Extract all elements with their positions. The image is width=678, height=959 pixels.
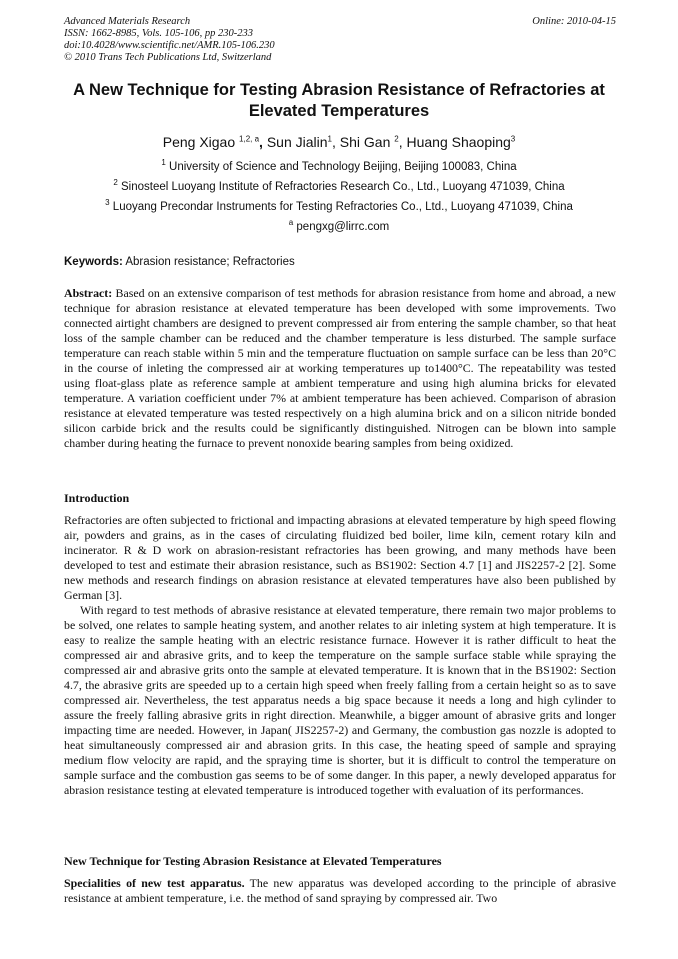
affiliation-mark: 2 [113, 178, 118, 188]
author-affil-mark: 1 [327, 134, 332, 144]
affiliation-mark: 1 [161, 158, 166, 168]
keywords-label: Keywords: [64, 256, 123, 268]
author-name: Sun Jialin [266, 134, 328, 150]
author-name: Peng Xigao [162, 134, 240, 150]
abstract-text: Based on an extensive comparison of test methods for abrasion resistance from home and abroad, a new technique for abrasion resistance at elevated temperature has been developed with some improvements. Two connected airtight chambers are designed to prevent compressed air from entering the sample chamber, so that heat loss of the sample chamber can be reduced and the chamber temperature is less disturbed. The sample surface temperature can reach stable within 5 min and the temperature fluctuation on sample surface can be less than 20°C in the course of inleting the compressed air at working temperatures up to1400°C. The repeatability was tested using float-glass plate as reference sample at ambient temperature and using high alumina bricks for elevated temperature. A variation coefficient under 7% at ambient temperature has been achieved. Comparison of abrasion resistance at elevated temperature was tested respectively on a high alumina brick and on a silicon nitride bonded silicon carbide brick and the results could be significantly distinguished. Nitrogen can be blown into sample chamber during heating the furnace to prevent nonoxide bearing samples from being oxidized. [64, 286, 616, 450]
journal-header [64, 16, 616, 64]
author-name: Shi Gan [339, 134, 395, 150]
introduction-body [64, 513, 616, 798]
subsection-label: Specialities of new test apparatus. [64, 876, 245, 890]
introduction-heading: Introduction [64, 491, 130, 505]
paper-title: A New Technique for Testing Abrasion Resistance of Refractories at Elevated Temperatures [73, 81, 605, 120]
introduction-paragraph-1: Refractories are often subjected to frictional and impacting abrasions at elevated temperature by high speed flowing air, powders and grains, as in the cases of circulating fluidized bed boiler, lime kiln, cement rotary kiln and incinerator. R & D work on abrasion-resistant refractories has been growing, and many methods have been developed to test and estimate their abrasion resistance, such as BS1902: Section 4.7 [1] and JIS2257-2 [2]. Some new methods and research findings on abrasion resistance at elevated temperatures have also been published by German [3]. [64, 513, 616, 602]
author-name: Huang Shaoping [406, 134, 511, 150]
author-affil-mark: 1,2, a [239, 134, 260, 144]
author-separator: , [331, 134, 340, 150]
online-date: Online: 2010-04-15 [532, 16, 616, 27]
affiliation-mark: a [288, 218, 294, 228]
affiliation-text: Luoyang Precondar Instruments for Testing Refractories Co., Ltd., Luoyang 471039, China [112, 201, 573, 213]
abstract-label: Abstract: [64, 286, 113, 300]
affiliation-2 [40, 180, 638, 194]
author-list [40, 133, 638, 151]
introduction-paragraph-2: With regard to test methods of abrasive resistance at elevated temperature, there remain two major problems to be solved, one relates to sample heating system, and another relates to air inleting system at high temperature. It is easy to realize the sample heating with an electric resistance furnace. However it is rather difficult to heat the compressed air and abrasive grits, and to keep the temperature on the sample surface stable while spraying the compressed air and abrasive grits onto the sample at elevated temperature. It is known that in the BS1902: Section 4.7, the abrasive grits are speeded up to a certain high speed when freely falling from a certain height so as to save compressed air. Nevertheless, the test apparatus needs a big space because it needs a long and high cylinder to assure the freely falling abrasive grits in right direction. Meanwhile, a bigger amount of abrasive grits and longer impacting time are needed. However, in Japan( JIS2257-2) and Germany, the combustion gas nozzle is adopted to heat simultaneously compressed air and abrasion grits. In this case, the heating speed of sample and spraying medium flow velocity are rapid, and the spraying time is shorter, but it is difficult to control the temperature on sample surface and the combustion gas seems to be of some danger. In this paper, a newly developed apparatus for abrasion resistance testing at elevated temperature is introduced together with evaluation of its performances. [64, 603, 616, 797]
journal-name: Advanced Materials Research [64, 16, 191, 27]
affiliation-3 [40, 200, 638, 214]
issn-line: ISSN: 1662-8985, Vols. 105-106, pp 230-233 [64, 28, 253, 39]
affiliation-mark: 3 [105, 198, 110, 208]
affiliation-text: University of Science and Technology Beijing, Beijing 100083, China [169, 161, 517, 173]
doi-line: doi:10.4028/www.scientific.net/AMR.105-106.230 [64, 40, 275, 51]
author-separator: , [259, 134, 267, 150]
abstract [64, 286, 616, 451]
author-affil-mark: 3 [510, 134, 516, 144]
author-email: pengxg@lirrc.com [296, 221, 390, 233]
section-body [64, 876, 616, 906]
keywords [64, 255, 616, 269]
copyright-line: © 2010 Trans Tech Publications Ltd, Switzerland [64, 52, 272, 63]
affiliation-email [40, 220, 638, 234]
author-affil-mark: 2 [394, 134, 399, 144]
affiliation-1 [40, 160, 638, 174]
affiliation-text: Sinosteel Luoyang Institute of Refractories Research Co., Ltd., Luoyang 471039, China [120, 181, 565, 193]
section-heading: New Technique for Testing Abrasion Resistance at Elevated Temperatures [64, 854, 442, 868]
author-separator: , [398, 134, 407, 150]
subsection-text: The new apparatus was developed according to the principle of abrasive resistance at ambient temperature, i.e. the method of sand spraying by compressed air. Two [64, 876, 616, 905]
keywords-text: Abrasion resistance; Refractories [122, 256, 295, 268]
